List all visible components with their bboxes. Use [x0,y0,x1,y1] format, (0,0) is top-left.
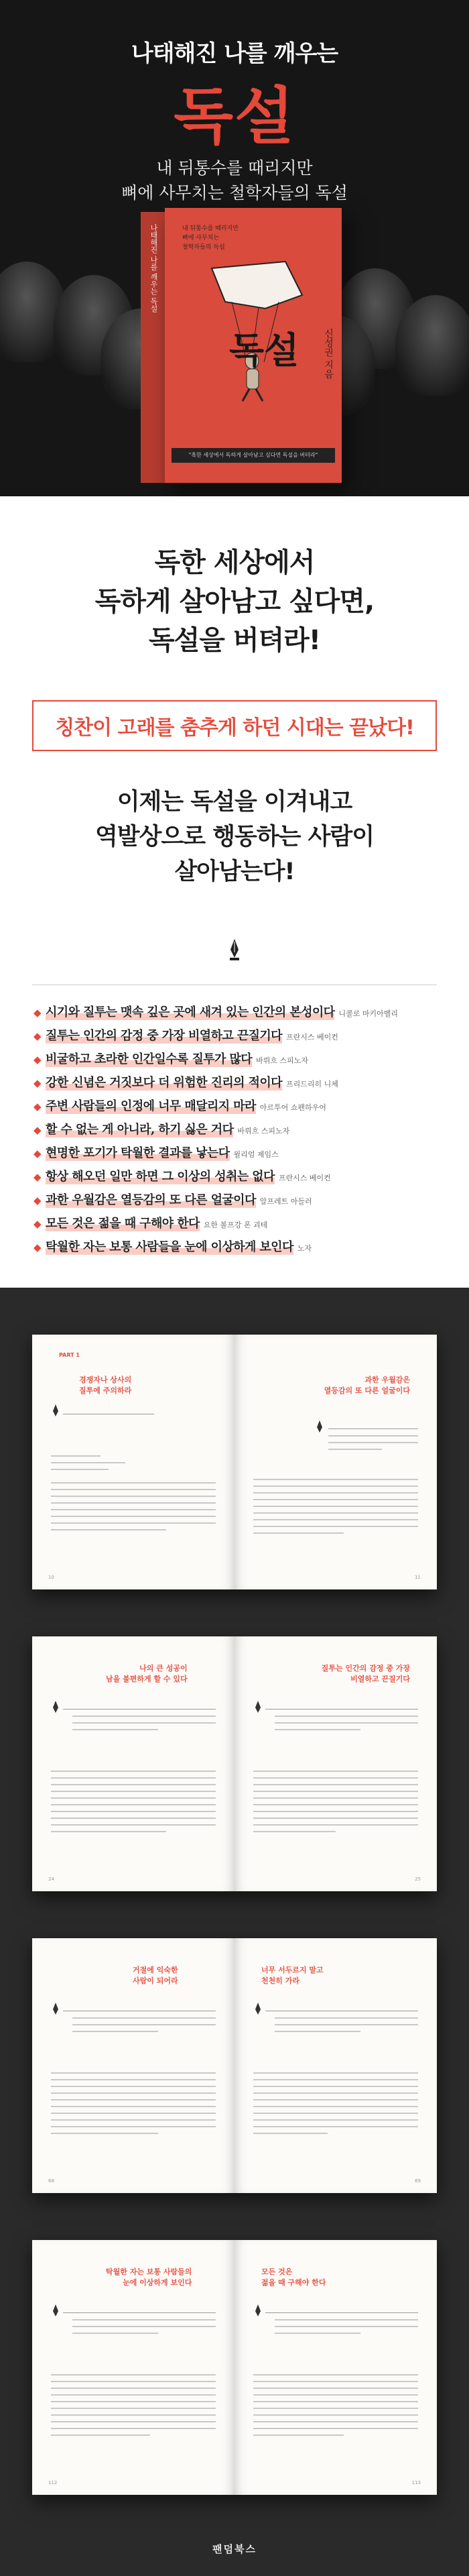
page-title [106,1663,188,1685]
page-title-line: 남을 불편하게 할 수 있다 [106,1675,188,1683]
page-title-line: 탁월한 자는 보통 사람들의 [106,2267,192,2276]
feather-icon [253,1701,263,1714]
hero-subtitle [0,156,469,205]
page-title-line: 거절에 익숙한 [133,1966,178,1974]
book-spine [141,212,166,483]
quote-author: 바뤼흐 스피노자 [256,1056,308,1065]
book-page-left [32,1636,234,1891]
diamond-bullet-icon: ◆ [34,1124,42,1136]
diamond-bullet-icon: ◆ [34,1030,42,1042]
spine-text: 나태해진 나를 깨우는 독설 [149,224,158,313]
page-quote [275,2017,418,2037]
page-title-line: 젊을 때 구해야 한다 [261,2278,326,2287]
book-page-right [234,1335,437,1589]
page-body [253,2072,418,2139]
page-body [253,1771,418,1838]
page-title-line: 나의 큰 성공이 [139,1664,188,1673]
quote-text: 시기와 질투는 맷속 깊은 곳에 새겨 있는 인간의 본성이다 [46,1003,334,1020]
banner-callout: 칭찬이 고래를 춤추게 하던 시대는 끝났다! [32,700,437,751]
hero-section [0,0,469,496]
page-body [253,2374,418,2441]
page-number: 25 [415,1877,421,1882]
cover-title: 독설 [229,329,299,372]
page-title-line: 열등감의 또 다른 얼굴이다 [324,1386,410,1395]
page-title-line: 눈에 이상하게 보인다 [123,2278,192,2287]
page-title-line: 비열하고 끈질기다 [350,1675,410,1683]
slogan-section [0,496,469,700]
publisher-logo: 팬덤북스 [212,2543,257,2555]
challenge-section [0,751,469,936]
feather-icon [253,2304,263,2318]
quote-author: 니콜로 마키아벨리 [338,1009,398,1018]
page-quote [328,1435,418,1455]
quote-item [34,1190,436,1208]
quote-text: 항상 해오던 일만 하면 그 이상의 성취는 없다 [46,1167,275,1184]
hero-title: 독설 [174,80,295,152]
quotes-section [0,936,469,1288]
page-quote [275,1716,418,1736]
page-title-line: 사람이 되어라 [133,1976,178,1985]
page-title-line: 경쟁자나 상사의 [79,1376,132,1384]
quote-item [34,1097,436,1114]
slogan-line: 독한 세상에서 [154,547,315,578]
page-quote [72,2319,216,2339]
page-title-line: 모든 것은 [261,2267,293,2276]
quote-item [34,1120,436,1137]
book-front [165,208,342,483]
quote-item [34,1003,436,1020]
book-cover-image [141,208,342,483]
hero-kicker: 나태해진 나를 깨우는 [131,40,338,67]
quote-author: 노자 [297,1244,312,1253]
quote-author: 바뤼흐 스피노자 [237,1127,290,1135]
fountain-pen-icon [221,938,248,964]
book-page-left [32,1938,234,2193]
book-page-right [234,2240,437,2495]
banner-section [0,700,469,751]
quote-text: 모든 것은 젊을 때 구해야 한다 [46,1214,200,1231]
page-number: 69 [415,2178,421,2184]
book-spread [32,1335,437,1589]
divider [265,1709,418,1710]
quote-author: 요한 볼프강 폰 괴테 [203,1221,268,1229]
book-page-left [32,2240,234,2495]
book-page-right [234,1938,437,2193]
diamond-bullet-icon: ◆ [34,1077,42,1089]
page-number: 113 [411,2480,421,2485]
page-title-line: 질투에 주의하라 [79,1386,132,1395]
challenge-line: 역발상으로 행동하는 사람이 [94,824,375,850]
book-spread [32,1636,437,1891]
page-preview-section [0,1288,469,2576]
quote-author: 프리드리히 니체 [285,1080,338,1088]
quote-item [34,1073,436,1090]
page-quote [275,2319,418,2339]
hero-subtitle-line: 내 뒤통수를 때리지만 [156,158,313,178]
cover-tagline-line: 뼈에 사무치는 [182,235,220,241]
cover-tagline [182,224,239,252]
diamond-bullet-icon: ◆ [34,1241,42,1253]
quote-item [34,1237,436,1255]
page-body [253,1479,418,1539]
quote-author: 알프레트 아들러 [259,1197,312,1206]
page-body [51,1771,216,1838]
quote-text: 과한 우월감은 열등감의 또 다른 얼굴이다 [46,1190,256,1208]
page-title [261,2267,326,2288]
challenge-line: 이제는 독설을 이겨내고 [117,789,352,816]
page-title [261,1965,324,1986]
quote-item [34,1050,436,1067]
feather-icon [51,2304,60,2318]
page-title-line: 너무 서두르지 말고 [261,1966,324,1974]
portrait-image [395,295,469,396]
diamond-bullet-icon: ◆ [34,1101,42,1113]
quote-text: 현명한 포기가 탁월한 결과를 낳는다 [46,1143,230,1161]
page-number: 11 [415,1575,421,1580]
quote-text: 주변 사람들의 인정에 너무 매달리지 마라 [46,1097,256,1114]
quote-text: 질투는 인간의 감정 중 가장 비열하고 끈질기다 [46,1026,282,1044]
quote-author: 아르투어 쇼펜하우어 [259,1103,326,1112]
page-number: 68 [48,2178,54,2184]
quote-item [34,1167,436,1184]
book-page-right [234,1636,437,1891]
page-quote [72,1716,216,1736]
slogan-line: 독하게 살아남고 싶다면, [94,586,375,617]
diamond-bullet-icon: ◆ [34,1007,42,1019]
quote-item [34,1214,436,1231]
diamond-bullet-icon: ◆ [34,1147,42,1160]
book-spread [32,2240,437,2495]
page-number: 10 [48,1575,54,1580]
divider [63,1709,216,1710]
page-title [79,1375,131,1396]
quote-text: 강한 신념은 거짓보다 더 위험한 진리의 적이다 [46,1073,282,1090]
divider [265,2312,418,2313]
quote-item [34,1143,436,1161]
page-title [324,1375,410,1396]
diamond-bullet-icon: ◆ [34,1218,42,1230]
page-title-line: 과한 우월감은 [364,1376,410,1384]
cover-tagline-line: 철학자들의 독설 [182,244,225,251]
quote-text: 할 수 없는 게 아니라, 하기 싫은 거다 [46,1120,233,1137]
page-body [51,2072,216,2139]
page-title [106,2267,192,2288]
feather-icon [51,1701,60,1714]
page-header: PART 1 [59,1352,80,1358]
page-body [51,1455,216,1536]
book-spread [32,1938,437,2193]
book-page-left [32,1335,234,1589]
feather-icon [51,1404,60,1418]
diamond-bullet-icon: ◆ [34,1194,42,1207]
feather-icon [315,1420,324,1434]
page-number: 112 [48,2480,58,2485]
quote-author: 프란시스 베이컨 [278,1174,331,1182]
page-quote [72,2017,216,2037]
quote-item [34,1026,436,1044]
hero-subtitle-line: 뼈에 사무치는 철학자들의 독설 [121,183,348,203]
quote-text: 탁월한 자는 보통 사람들을 눈에 이상하게 보인다 [46,1237,293,1255]
page-title-line: 질투는 인간의 감정 중 가장 [321,1664,410,1673]
cover-strip: "혹한 세상에서 독하게 살아남고 싶다면 독설을 버텨라" [172,448,335,463]
cover-tagline-line: 내 뒤통수를 때리지만 [182,225,239,232]
cover-author: 신성권 지음 [323,329,334,379]
quote-text: 비굴하고 초라한 인간일수록 질투가 많다 [46,1050,252,1067]
divider [63,2312,216,2313]
feather-icon [51,2003,60,2016]
quote-author: 프란시스 베이컨 [285,1033,338,1042]
challenge-line: 살아남는다! [174,858,295,885]
diamond-bullet-icon: ◆ [34,1054,42,1066]
page-body [51,2374,216,2441]
page-number: 24 [48,1877,54,1882]
page-title [322,1663,410,1685]
page-title-line: 천천히 가라 [261,1976,299,1985]
quote-author: 윌리엄 제임스 [233,1150,279,1159]
diamond-bullet-icon: ◆ [34,1171,42,1183]
feather-icon [253,2003,263,2016]
slogan-line: 독설을 버텨라! [148,625,320,656]
page-title [133,1965,178,1986]
